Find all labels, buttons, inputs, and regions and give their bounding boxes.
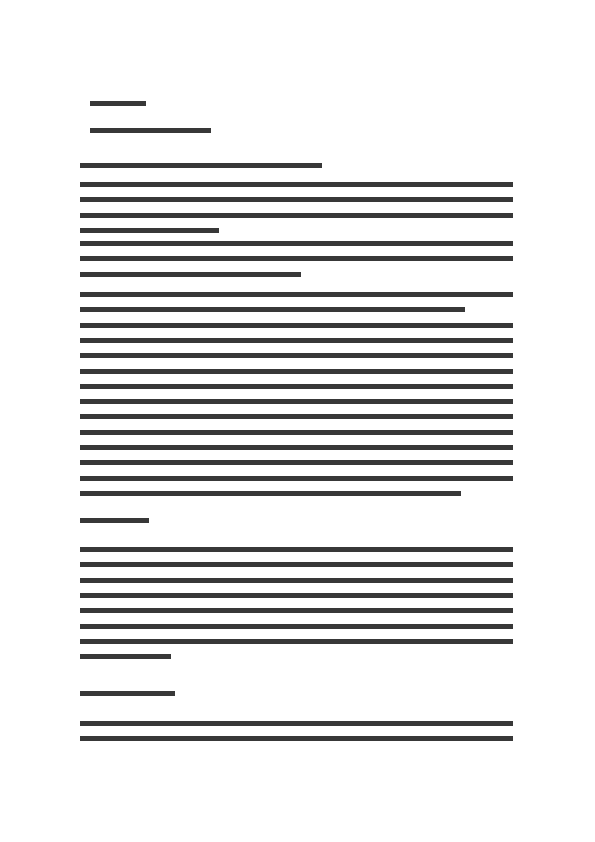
paragraph-3-line-2 [80,307,465,312]
paragraph-3-line-3 [80,323,513,328]
section-2-paragraph-line-5 [80,608,513,613]
section-1-title-line-1 [80,163,322,168]
paragraph-3-line-14 [80,491,461,496]
section-2-paragraph-line-3 [80,578,513,583]
paragraph-1-line-2 [80,197,513,202]
section-2-paragraph-line-6 [80,624,513,629]
paragraph-3-line-1 [80,292,513,297]
section-3-title-line-1 [80,691,175,696]
section-2-paragraph-line-7 [80,639,513,644]
section-2-paragraph-line-1 [80,547,513,552]
section-2-paragraph-line-8 [80,654,171,659]
paragraph-3-line-11 [80,445,513,450]
paragraph-2-line-2 [80,256,513,261]
paragraph-2-line-1 [80,241,513,246]
paragraph-3-line-9 [80,414,513,419]
paragraph-3-line-4 [80,338,513,343]
paragraph-3-line-7 [80,384,513,389]
paragraph-1-line-3 [80,213,513,218]
document-subheading-line-1 [90,128,211,133]
section-2-paragraph-line-2 [80,562,513,567]
document-header-line-1 [90,101,146,106]
paragraph-3-line-5 [80,353,513,358]
paragraph-1-line-4 [80,228,219,233]
section-3-paragraph-line-1 [80,721,513,726]
section-2-paragraph-line-4 [80,593,513,598]
paragraph-1-line-1 [80,182,513,187]
section-2-title-line-1 [80,518,149,523]
paragraph-3-line-10 [80,430,513,435]
paragraph-3-line-12 [80,460,513,465]
paragraph-3-line-6 [80,369,513,374]
paragraph-3-line-8 [80,399,513,404]
paragraph-2-line-3 [80,272,301,277]
paragraph-3-line-13 [80,476,513,481]
section-3-paragraph-line-2 [80,736,513,741]
